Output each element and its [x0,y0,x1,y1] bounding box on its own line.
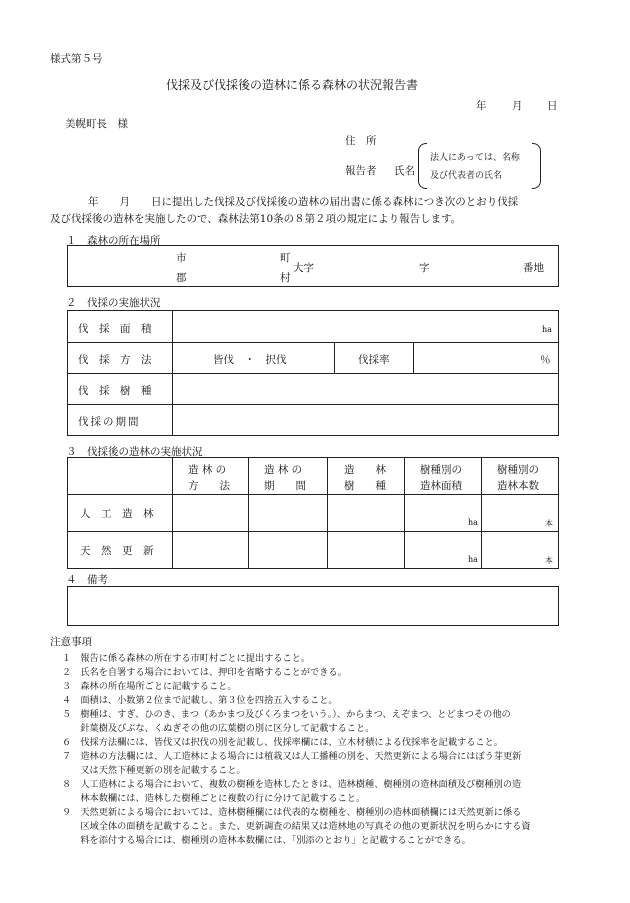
col-count-1: 樹種別の [497,464,539,476]
name-label: 氏名 [394,165,415,177]
rate-label: 伐採率 [358,354,390,366]
note-item: ３ 森林の所在場所ごとに記載すること。 [62,681,237,692]
area-unit: ha [542,325,552,334]
intro-line-1: 年 月 日に提出した伐採及び伐採後の造林の届出書に係る森林につき次のとおり伐採 [88,196,519,208]
date-month: 月 [512,100,523,112]
page-title: 伐採及び伐採後の造林に係る森林の状況報告書 [166,78,419,92]
note-item: 林本数欄には、造林した樹種ごとに複数の行に分けて記載すること。 [62,793,366,804]
note-item: 又は天然下種更新の別を記載すること。 [62,765,246,776]
aza-label: 字 [419,262,430,274]
notes-list [62,652,531,848]
col-area-2: 造林面積 [420,480,462,492]
notes-heading: 注意事項 [50,636,92,648]
col-count-2: 造林本数 [497,480,539,492]
left-bracket [418,143,427,189]
address-label: 住 所 [345,135,377,147]
row2-unit-hon: 本 [545,556,553,565]
form-number: 様式第５号 [50,53,103,65]
col-species-2: 樹 種 [344,480,386,492]
note-item: １ 報告に係る森林の所在する市町村ごとに提出すること。 [62,653,311,664]
note-item: ２ 氏名を自署する場合においては、押印を省略することができる。 [62,667,347,678]
species-label: 伐 採 樹 種 [78,385,152,397]
col-area-1: 樹種別の [420,464,462,476]
note-item: 料を添付する場合には、樹種別の造林本数欄には、「別添のとおり」と記載することができる。 [62,835,471,846]
intro-line-2: 及び伐採後の造林を実施したので、森林法第10条の８第２項の規定により報告します。 [50,213,462,225]
section4-heading: ４ 備考 [66,574,108,586]
planting-table [67,457,559,569]
remarks-box[interactable] [67,586,559,626]
shi-label: 市 [176,252,187,264]
col-species-1: 造 林 [344,464,386,476]
col-method-2: 方 法 [188,480,230,492]
section2-heading: ２ 伐採の実施状況 [66,297,161,309]
method-label: 伐 採 方 法 [78,354,152,366]
rate-unit: ％ [540,354,551,366]
gun-label: 郡 [176,272,187,284]
corp-note-2: 及び代表者の氏名 [430,171,503,181]
col-period-1: 造 林 の [264,464,303,476]
row2-unit-ha: ha [468,555,478,564]
corp-note-1: 法人にあっては、名称 [430,153,520,163]
row-natural-label: 天 然 更 新 [80,545,154,557]
col-period-2: 期 間 [264,480,306,492]
area-label: 伐 採 面 積 [78,323,152,335]
note-item: ５ 樹種は、すぎ、ひのき、まつ（あかまつ及びくろまつをいう。）、からまつ、えぞまつ、とどまつその他の [62,709,511,720]
row1-unit-ha: ha [468,518,478,527]
note-item: ９ 天然更新による場合においては、造林樹種欄には代表的な樹種を、樹種別の造林面積欄には天然更新に係る [62,807,522,818]
reporter-label: 報告者 [345,165,377,177]
col-method-1: 造 林 の [188,464,227,476]
note-item: ４ 面積は、小数第２位まで記載し、第３位を四捨五入すること。 [62,695,338,706]
banchi-label: 番地 [523,262,544,274]
machi-label: 町 [280,252,291,264]
note-item: ６ 伐採方法欄には、皆伐又は択伐の別を記載し、伐採率欄には、立木材積による伐採率を記載すること。 [62,737,503,748]
section3-heading: ３ 伐採後の造林の実施状況 [66,446,203,458]
date-year: 年 [476,100,487,112]
note-item: 針葉樹及びぶな、くぬぎその他の広葉樹の別に区分して記載すること。 [62,723,375,734]
row-artificial-label: 人 工 造 林 [80,508,154,520]
section1-heading: １ 森林の所在場所 [66,235,161,247]
right-bracket [532,143,541,189]
note-item: 区域全体の面積を記載すること。また、更新調査の結果又は造林地の写真その他の更新状況を明らかにする資 [62,821,531,832]
method-value[interactable]: 皆伐 ・ 択伐 [213,354,287,366]
addressee: 美幌町長 様 [65,118,128,130]
note-item: ７ 造林の方法欄には、人工造林による場合には植栽又は人工播種の別を、天然更新による場合にはぼう芽更新 [62,751,522,762]
felling-table [67,310,559,436]
date-day: 日 [547,100,558,112]
oaza-label: 大字 [293,262,314,274]
mura-label: 村 [280,272,291,284]
period-label: 伐採の期間 [78,416,141,428]
location-box[interactable] [67,245,559,287]
row1-unit-hon: 本 [545,519,553,528]
note-item: ８ 人工造林による場合において、複数の樹種を造林したときは、造林樹種、樹種別の造林面積及び樹種別の造 [62,779,522,790]
